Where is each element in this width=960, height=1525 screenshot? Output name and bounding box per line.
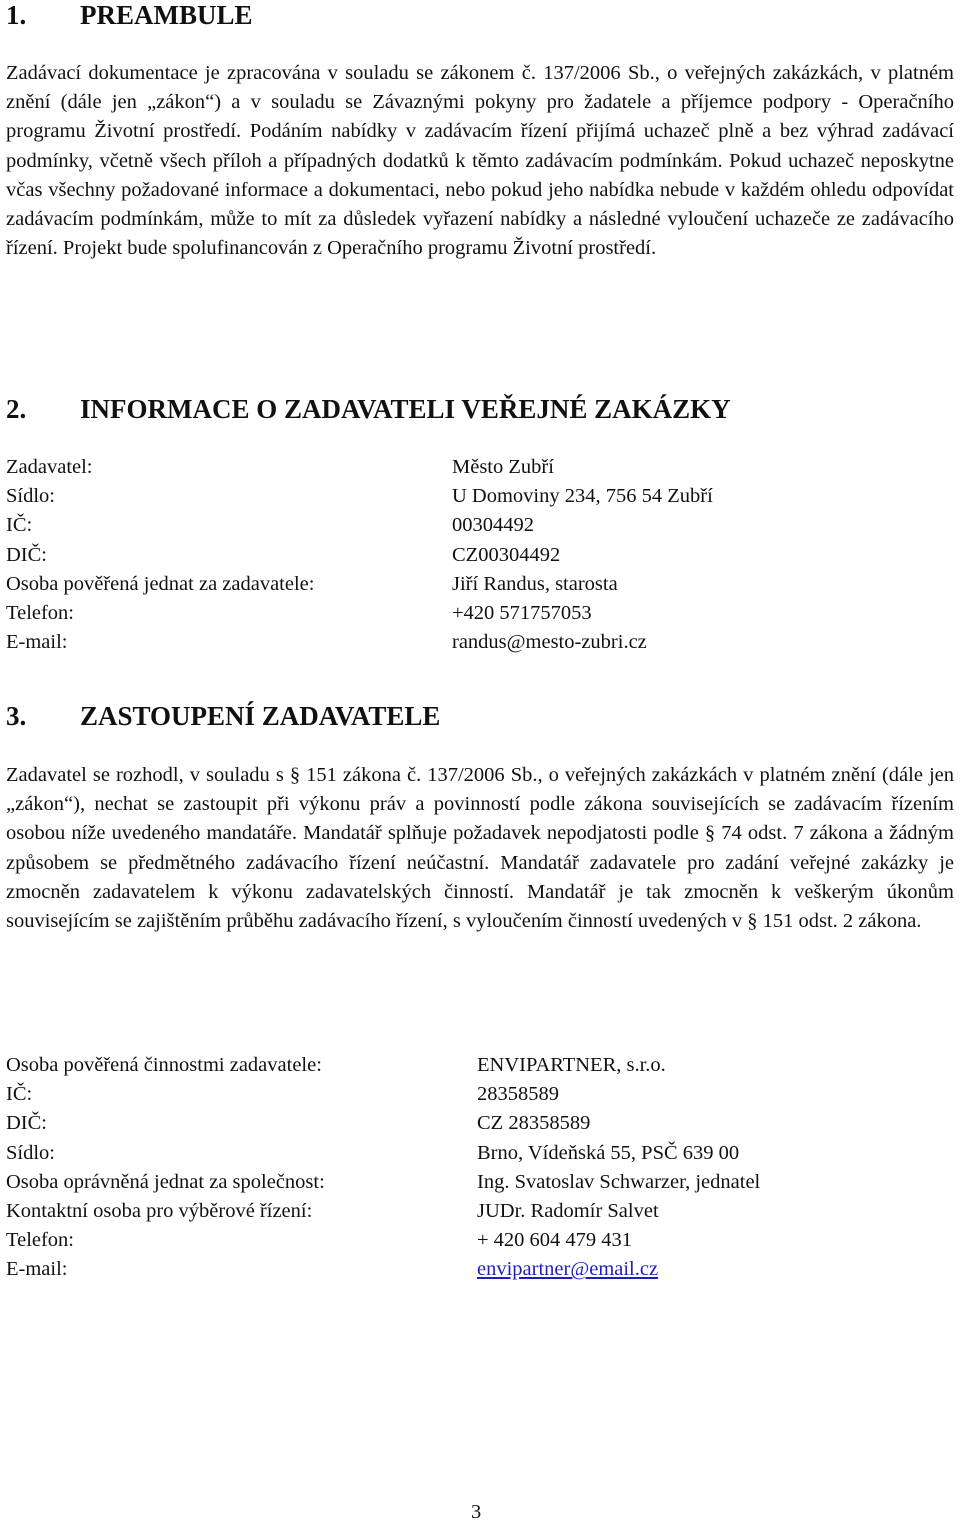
info-value-email: randus@mesto-zubri.cz	[452, 631, 647, 654]
section-number: 2.	[6, 394, 27, 424]
email-link[interactable]: envipartner@email.cz	[477, 1258, 659, 1281]
info-label: Osoba pověřená činnostmi zadavatele:	[6, 1054, 322, 1076]
info-label: Sídlo:	[6, 485, 55, 508]
info-value: +420 571757053	[452, 601, 592, 624]
info-row	[6, 453, 954, 482]
zastoupeni-paragraph: Zadavatel se rozhodl, v souladu s § 151 zákona č. 137/2006 Sb., o veřejných zakázkách v platném znění (dále jen „zákon“), nechat se zastoupit při výkonu práv a povinností podle zákona souvisejících se zadávacím řízením osobou níže uvedeného mandatáře. Mandatář splňuje požadavek nepodjatosti podle § 74 odst. 7 zákona a žádným způsobem se předmětného zadávacího řízení neúčastní. Mandatář zadavatele pro zadání veřejné zakázky je zmocněn zadavatelem k výkonu zadavatelských činností. Mandatář je tak zmocněn k veškerým úkonům souvisejícím se zajištěním průběhu zadávacího řízení, s vyloučením činností uvedených v § 151 odst. 2 zákona.	[6, 764, 954, 933]
info-label: Kontaktní osoba pro výběrové řízení:	[6, 1199, 313, 1222]
section-title: ZASTOUPENÍ ZADAVATELE	[80, 701, 441, 731]
info-label: Telefon:	[6, 1229, 75, 1252]
info-row	[6, 1139, 954, 1168]
page-number: 3	[471, 1501, 482, 1523]
info-row	[6, 628, 954, 657]
section-heading-preambule	[6, 0, 253, 30]
info-label: Telefon:	[6, 601, 75, 624]
info-row	[6, 1255, 954, 1284]
info-value: JUDr. Radomír Salvet	[477, 1199, 659, 1222]
info-value: 28358589	[477, 1083, 559, 1106]
section-heading-informace	[6, 394, 731, 424]
info-value: CZ00304492	[452, 543, 561, 566]
info-row	[6, 482, 954, 511]
info-label: IČ:	[6, 1083, 33, 1106]
mandatary-info	[6, 1051, 954, 1285]
info-value: + 420 604 479 431	[477, 1229, 633, 1252]
section-number: 1.	[6, 0, 27, 30]
info-row	[6, 1109, 954, 1138]
info-label: Sídlo:	[6, 1141, 55, 1164]
info-label: Osoba oprávněná jednat za společnost:	[6, 1170, 325, 1193]
info-label: IČ:	[6, 514, 33, 537]
info-value: U Domoviny 234, 756 54 Zubří	[452, 485, 713, 508]
info-row	[6, 1226, 954, 1255]
info-row	[6, 1197, 954, 1226]
info-value: Jiří Randus, starosta	[452, 572, 618, 595]
info-label: Zadavatel:	[6, 456, 93, 478]
section-heading-zastoupeni	[6, 701, 440, 731]
info-label: E-mail:	[6, 1258, 68, 1281]
info-label: E-mail:	[6, 631, 68, 654]
info-label: Osoba pověřená jednat za zadavatele:	[6, 572, 315, 595]
section-title: PREAMBULE	[80, 0, 253, 30]
info-row	[6, 1080, 954, 1109]
info-row	[6, 570, 954, 599]
info-value: 00304492	[452, 514, 534, 537]
info-row	[6, 599, 954, 628]
info-row	[6, 1168, 954, 1197]
preambule-paragraph: Zadávací dokumentace je zpracována v souladu se zákonem č. 137/2006 Sb., o veřejných zakázkách, v platném znění (dále jen „zákon“) a v souladu se Závaznými pokyny pro žadatele a příjemce podpory - Operačního programu Životní prostředí. Podáním nabídky v zadávacím řízení přijímá uchazeč plně a bez výhrad zadávací podmínky, včetně všech příloh a případných dodatků k těmto zadávacím podmínkám. Pokud uchazeč neposkytne včas všechny požadované informace a dokumentaci, nebo pokud jeho nabídka nebude v každém ohledu odpovídat zadávacím podmínkám, může to mít za důsledek vyřazení nabídky a následné vyloučení uchazeče ze zadávacího řízení. Projekt bude spolufinancován z Operačního programu Životní prostředí.	[6, 62, 954, 260]
info-value: Brno, Vídeňská 55, PSČ 639 00	[477, 1141, 740, 1164]
info-row	[6, 511, 954, 540]
info-row	[6, 1051, 954, 1080]
info-value: Město Zubří	[452, 456, 554, 478]
info-value	[477, 1255, 954, 1284]
info-value: Ing. Svatoslav Schwarzer, jednatel	[477, 1170, 761, 1193]
contracting-authority-info	[6, 453, 954, 657]
section-number: 3.	[6, 701, 27, 731]
info-label: DIČ:	[6, 1112, 47, 1135]
info-value: ENVIPARTNER, s.r.o.	[477, 1054, 666, 1076]
info-value: CZ 28358589	[477, 1112, 591, 1135]
section-title: INFORMACE O ZADAVATELI VEŘEJNÉ ZAKÁZKY	[80, 394, 731, 424]
info-row	[6, 541, 954, 570]
info-label: DIČ:	[6, 543, 47, 566]
